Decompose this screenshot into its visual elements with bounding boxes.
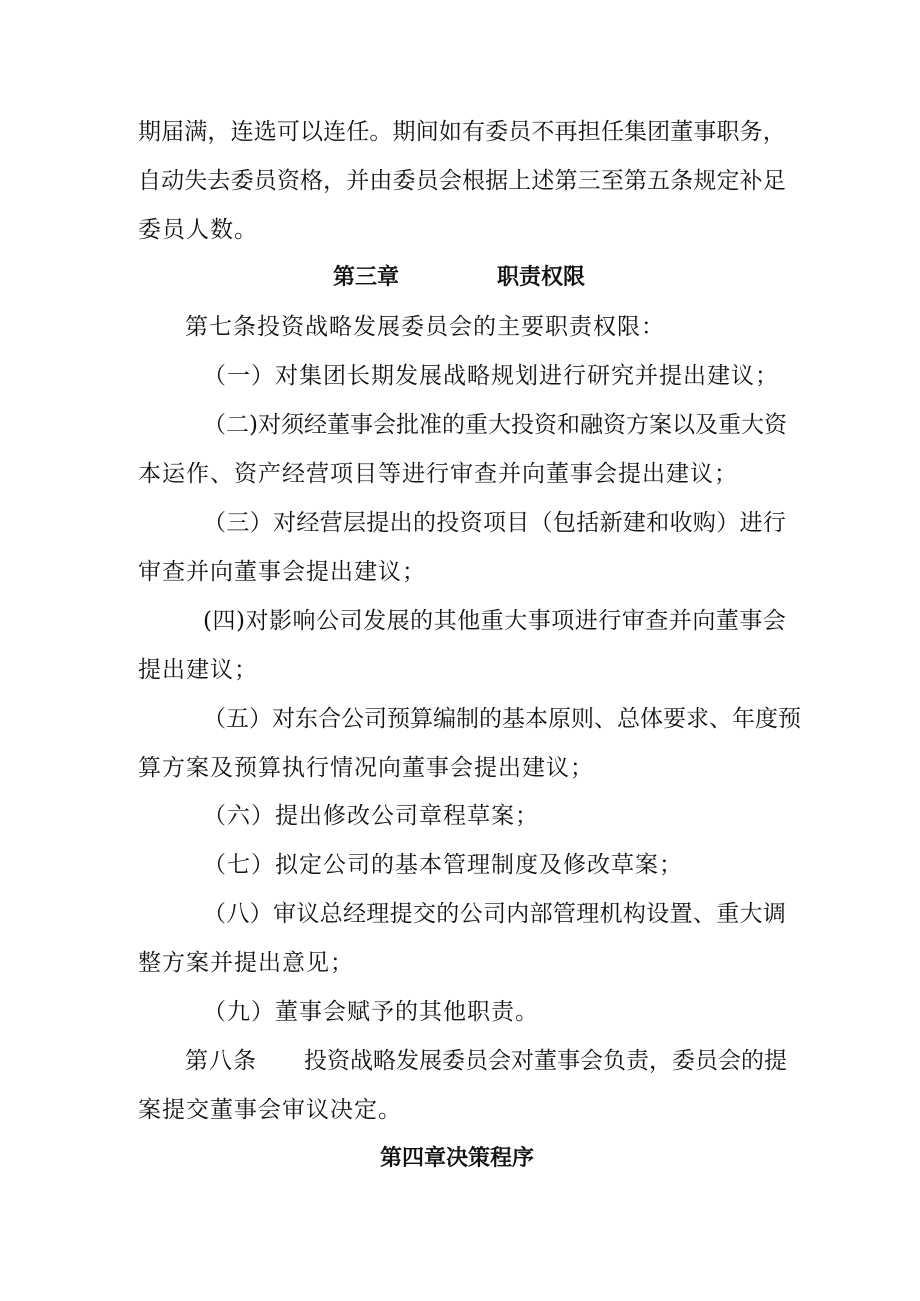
article-label: 第八条 [185,1048,257,1074]
chapter-heading: 第四章决策程序 [380,1146,535,1171]
list-item: （一）对集团长期发展战略规划进行研究并提出建议； [203,363,779,389]
list-item: （ 五 ） 对 东 合 公 司 预 算 编 制 的 基 本 原 则 、 总 体 要 求 、 年 度 预 [203,706,801,732]
chapter-number: 第三章 [333,265,400,290]
article-text: 投 资 战 略 发 展 委 员 会 对 董 事 会 负 责 ， 委 员 会 的 提 [304,1048,787,1074]
paragraph-line: 委员人数。 [138,217,258,243]
list-item-continuation: 本运作、资产经营项目等进行审查并向董事会提出建议； [138,461,738,487]
list-item: （七）拟定公司的基本管理制度及修改草案； [203,852,683,878]
list-item-continuation: 审查并向董事会提出建议； [138,559,426,585]
paragraph-line: 自 动 失 去 委 员 资 格 ， 并 由 委 员 会 根 据 上 述 第 三 至 第 五 条 规 定 补 足 [138,168,786,194]
list-item: （ 三 ） 对 经 营 层 提 出 的 投 资 项 目 （ 包 括 新 建 和 收 购 ） 进 行 [203,510,786,536]
list-item: （六）提出修改公司章程草案； [203,803,539,829]
paragraph-line: 期 届 满 ， 连 选 可 以 连 任 。 期 间 如 有 委 员 不 再 担 任 集 团 董 事 职 务 ， [138,119,786,145]
list-item: （ 二 ) 对 须 经 董 事 会 批 准 的 重 大 投 资 和 融 资 方 案 以 及 重 大 资 [203,412,787,438]
list-item-continuation: 整方案并提出意见； [138,950,354,976]
list-item-continuation: 算方案及预算执行情况向董事会提出建议； [138,755,594,781]
list-item: （ 八 ） 审 议 总 经 理 提 交 的 公 司 内 部 管 理 机 构 设 置 、 重 大 调 [203,901,786,927]
article-text-continuation: 案提交董事会审议决定。 [138,1097,402,1123]
chapter-title: 职责权限 [497,265,586,290]
list-item-continuation: 提出建议； [138,657,258,683]
article-intro: 第七条投资战略发展委员会的主要职责权限： [185,314,665,340]
list-item: （九）董事会赋予的其他职责。 [203,999,539,1025]
list-item: ( 四 ) 对 影 响 公 司 发 展 的 其 他 重 大 事 项 进 行 审 查 并 向 董 事 会 [203,608,786,634]
